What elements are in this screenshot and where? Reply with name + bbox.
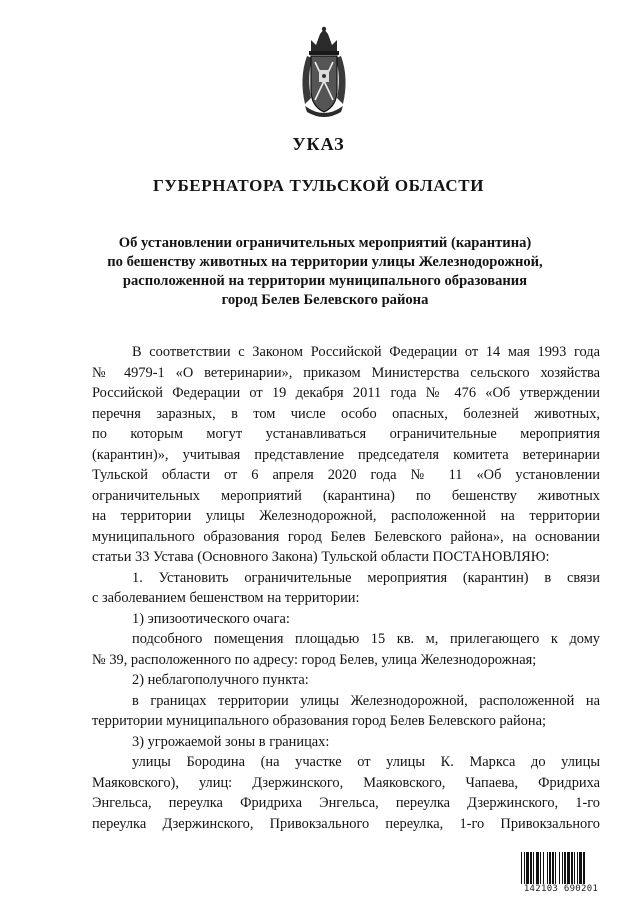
body-line: 3) угрожаемой зоны в границах: — [132, 733, 330, 750]
body-line: В соответствии с Законом Российской Федерации от 14 мая 1993 года — [132, 344, 600, 360]
barcode-bar — [555, 852, 556, 884]
body-line: ограничительных мероприятий (карантина) по бешенству животных — [92, 487, 600, 504]
barcode-bar — [567, 852, 570, 884]
barcode-bar — [552, 852, 554, 884]
subject-line: по бешенству животных на территории улицы Железнодорожной, — [107, 254, 543, 270]
body-line: по которым могут устанавливаться ограничительные мероприятия — [92, 426, 600, 442]
body-line: Российской Федерации от 19 декабря 2011 года № 476 «Об утверждении — [92, 385, 600, 401]
subject-line: расположенной на территории муниципального образования — [122, 273, 528, 289]
subject-line: город Белев Белевского района — [221, 292, 429, 308]
barcode-bar — [540, 852, 541, 884]
body-line: Тульской области от 6 апреля 2020 года № 11 «Об установлении — [92, 467, 600, 483]
barcode-bar — [524, 852, 525, 884]
body-line: переулка Дзержинского, Привокзального переулка, 1-го Привокзального — [92, 815, 600, 832]
barcode-bar — [549, 852, 551, 884]
barcode-bar — [530, 852, 532, 884]
barcode-bar — [543, 852, 544, 884]
body-line: 1) эпизоотического очага: — [132, 610, 290, 627]
body-line: Энгельса, переулка Фридриха Энгельса, переулка Дзержинского, 1-го — [92, 795, 600, 811]
body-line: 1. Установить ограничительные мероприятия (карантин) в связи — [132, 569, 600, 586]
decree-subject — [60, 234, 590, 310]
barcode-bar — [571, 852, 573, 884]
body-line: (карантин)», учитывая представление председателя комитета ветеринарии — [92, 446, 600, 463]
barcode-bar — [533, 852, 534, 884]
barcode-bar — [547, 852, 548, 884]
body-line: в границах территории улицы Железнодорожной, расположенной на — [132, 692, 600, 709]
body-line: на территории улицы Железнодорожной, расположенной на территории — [92, 508, 600, 524]
barcode-bar — [564, 852, 566, 884]
subject-line: Об установлении ограничительных мероприятий (карантина) — [118, 235, 532, 251]
body-line: муниципального образования город Белев Белевского района», на основании — [92, 528, 600, 545]
issuer-heading: ГУБЕРНАТОРА ТУЛЬСКОЙ ОБЛАСТИ — [152, 176, 485, 195]
barcode-bar — [521, 852, 522, 884]
body-line: перечня заразных, в том числе особо опасных, болезней животных, — [92, 405, 600, 422]
barcode-number: 142103 690201 — [519, 884, 603, 894]
barcode-bar — [526, 852, 529, 884]
body-line: № 39, расположенного по адресу: город Белев, улица Железнодорожная; — [92, 651, 537, 668]
barcode-bar — [579, 852, 582, 884]
body-line: № 4979-1 «О ветеринарии», приказом Министерства сельского хозяйства — [92, 364, 600, 381]
barcode-bar — [536, 852, 539, 884]
barcode-bar — [574, 852, 575, 884]
barcode-bar — [562, 852, 563, 884]
barcode-bar — [583, 852, 585, 884]
body-line: подсобного помещения площадью 15 кв. м, прилегающего к дому — [132, 631, 600, 647]
body-line: с заболеванием бешенством на территории: — [92, 590, 360, 606]
body-line: 2) неблагополучного пункта: — [132, 672, 309, 688]
document-type-heading: УКАЗ — [292, 134, 345, 154]
coat-of-arms-emblem — [297, 26, 351, 120]
body-line: Маяковского), улиц: Дзержинского, Маяковского, Чапаева, Фридриха — [92, 774, 600, 791]
body-line: улицы Бородина (на участке от улицы К. Маркса до улицы — [132, 754, 600, 770]
decree-body — [92, 342, 600, 834]
body-line: территории муниципального образования город Белев Белевского района; — [92, 713, 546, 729]
body-line: статьи 33 Устава (Основного Закона) Тульской области ПОСТАНОВЛЯЮ: — [92, 549, 550, 565]
barcode-bar — [559, 852, 560, 884]
barcode-bar — [577, 852, 578, 884]
